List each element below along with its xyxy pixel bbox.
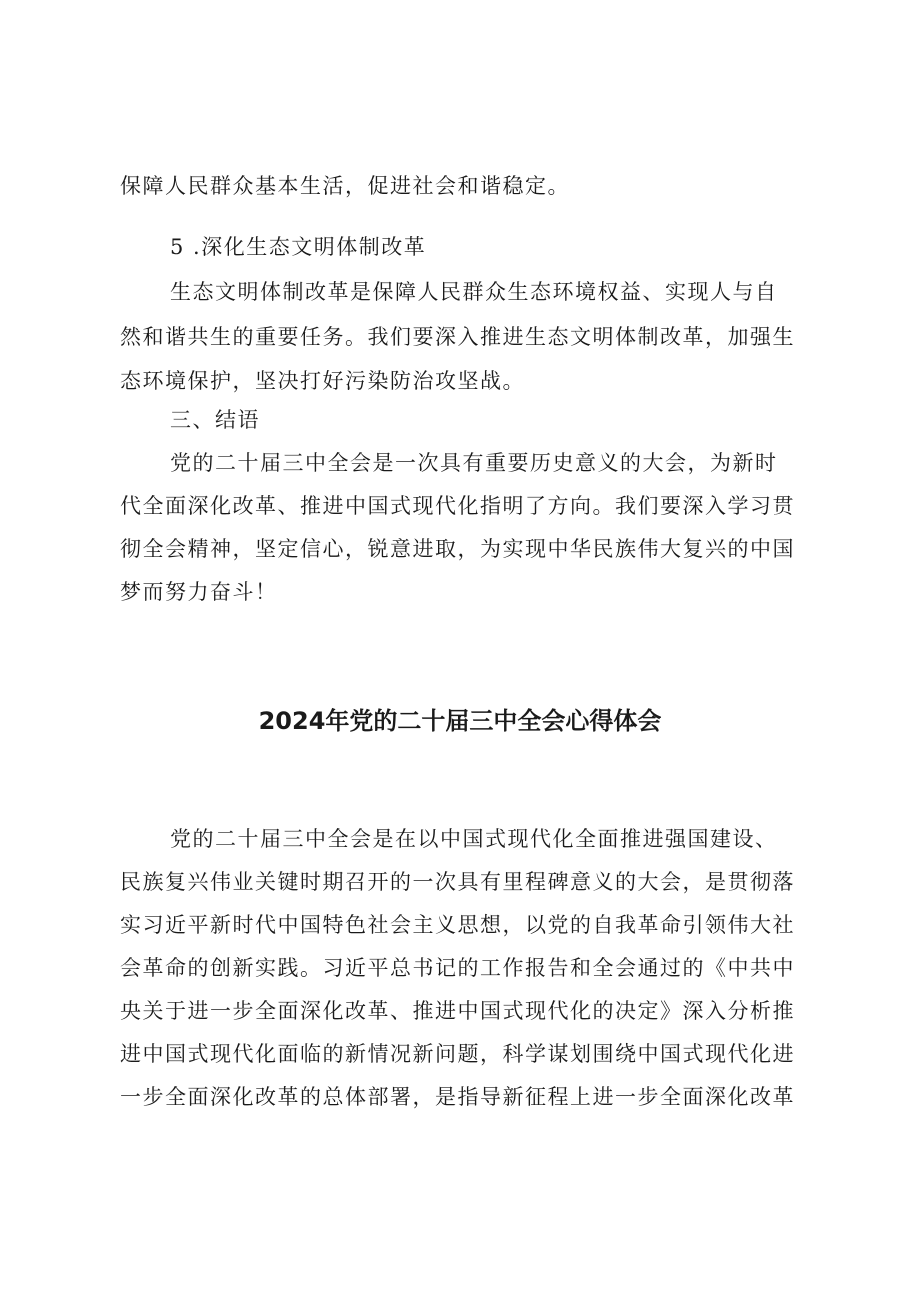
paragraph-line: 会革命的创新实践。习近平总书记的工作报告和全会通过的《中共中: [120, 956, 795, 980]
paragraph-line: 保障人民群众基本生活，促进社会和谐稳定。: [120, 174, 570, 198]
paragraph-line: 然和谐共生的重要任务。我们要深入推进生态文明体制改革，加强生: [120, 325, 795, 349]
paragraph-line: 代全面深化改革、推进中国式现代化指明了方向。我们要深入学习贯: [120, 494, 795, 518]
paragraph-line: 党的二十届三中全会是一次具有重要历史意义的大会，为新时: [170, 451, 778, 475]
paragraph-line: 生态文明体制改革是保障人民群众生态环境权益、实现人与自: [170, 280, 778, 304]
paragraph-line: 党的二十届三中全会是在以中国式现代化全面推进强国建设、: [170, 827, 778, 851]
section-heading-5: 5 .深化生态文明体制改革: [170, 235, 427, 259]
paragraph-line: 民族复兴伟业关键时期召开的一次具有里程碑意义的大会，是贯彻落: [120, 870, 795, 894]
paragraph-line: 央关于进一步全面深化改革、推进中国式现代化的决定》深入分析推: [120, 999, 795, 1023]
paragraph-line: 彻全会精神，坚定信心，锐意进取，为实现中华民族伟大复兴的中国: [120, 537, 795, 561]
paragraph-line: 态环境保护，坚决打好污染防治攻坚战。: [120, 369, 525, 393]
paragraph-line: 梦而努力奋斗！: [120, 580, 278, 604]
paragraph-line: 一步全面深化改革的总体部署，是指导新征程上进一步全面深化改革: [120, 1085, 795, 1109]
paragraph-line: 进中国式现代化面临的新情况新问题，科学谋划围绕中国式现代化进: [120, 1042, 795, 1066]
paragraph-line: 实习近平新时代中国特色社会主义思想，以党的自我革命引领伟大社: [120, 913, 795, 937]
section-heading-3: 三、结语: [170, 408, 260, 432]
article-title: 2024年党的二十届三中全会心得体会: [258, 707, 662, 735]
